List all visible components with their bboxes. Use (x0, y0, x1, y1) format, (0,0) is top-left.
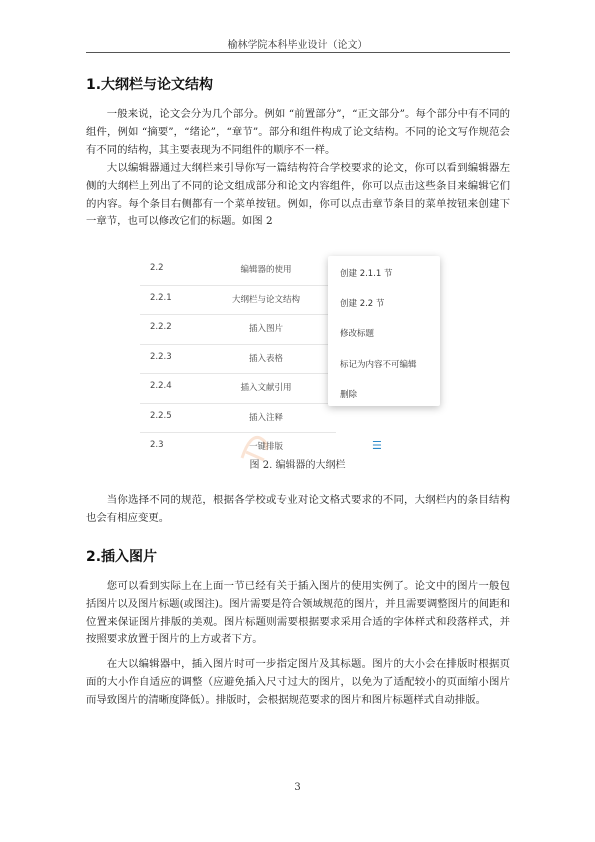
menu-item-mark-uneditable: 标记为内容不可编辑 (340, 360, 417, 370)
page-header: 榆林学院本科毕业设计（论文） (227, 40, 368, 51)
outline-row-label: 插入表格 (248, 353, 283, 364)
outline-row-number: 2.2.3 (150, 351, 172, 362)
outline-row-number: 2.3 (150, 440, 164, 450)
paragraph: 当你选择不同的规范，根据各学校或专业对论文格式要求的不同，大纲栏内的条目结构也会有相应变更。 (86, 494, 510, 524)
figure-caption: 图 2. 编辑器的大纲栏 (249, 460, 346, 471)
outline-row-label: 大纲栏与论文结构 (231, 294, 300, 305)
menu-item-create-section: 创建 2.2 节 (340, 299, 385, 309)
paragraph: 您可以看到实际上在上面一节已经有关于插入图片的使用实例了。论文中的图片一般包括图片以及图片标题(或图注)。图片需要是符合领域规范的图片，并且需要调整图片的间距和位置来保证图片排版的美观。图片标题则需要根据要求采用合适的字体样式和段落样式，并按照要求放置于图片的上方或者下方。 (86, 580, 510, 646)
outline-figure (140, 256, 456, 452)
outline-row (140, 286, 336, 316)
page-number: 3 (294, 782, 301, 793)
paragraph: 大以编辑器通过大纲栏来引导你写一篇结构符合学校要求的论文，你可以看到编辑器左侧的大纲栏上列出了不同的论文组成部分和论文内容组件，你可以点击这些条目来编辑它们的内容。每个条目右侧都有一个菜单按钮。例如，你可以点击章节条目的菜单按钮来创建下一章节，也可以修改它们的标题。如图 2 (86, 162, 510, 228)
outline-row (140, 345, 336, 375)
outline-row-number: 2.2.1 (150, 292, 172, 303)
outline-row-number: 2.2.2 (150, 322, 172, 332)
menu-item-delete: 删除 (340, 390, 358, 400)
paragraph: 一般来说，论文会分为几个部分。例如 “前置部分”，“正文部分”。每个部分中有不同的组件，例如 “摘要”，“绪论”，“章节”。部分和组件构成了论文结构。不同的论文写作规范会有不同的结构，其主要表现为不同组件的顺序不一样。 (86, 108, 510, 156)
outline-row-number: 2.2 (150, 263, 164, 273)
section-title-insert-image: 2.插入图片 (86, 549, 158, 565)
outline-row-label: 插入文献引用 (240, 383, 292, 393)
outline-row-label: 一键排版 (248, 442, 283, 452)
outline-row-number: 2.2.4 (150, 381, 172, 391)
outline-row-label: 插入注释 (248, 412, 283, 423)
section-title-outline: 1.大纲栏与论文结构 (86, 77, 214, 93)
outline-row-label: 插入图片 (248, 324, 283, 334)
outline-row (140, 256, 336, 286)
outline-row (140, 374, 336, 404)
menu-list-icon: ☰ (372, 439, 382, 452)
context-menu (328, 256, 440, 406)
paragraph: 在大以编辑器中，插入图片时可一步指定图片及其标题。图片的大小会在排版时根据页面的大小作自适应的调整（应避免插入尺寸过大的图片，以免为了适配较小的页面缩小图片而导致图片的清晰度降低）。排版时，会根据规范要求的图片和图片标题样式自动排版。 (86, 658, 510, 706)
header-rule (86, 52, 510, 53)
outline-row-label: 编辑器的使用 (240, 265, 292, 275)
menu-item-create-subsection: 创建 2.1.1 节 (340, 269, 393, 279)
outline-row (140, 315, 336, 345)
menu-item-rename: 修改标题 (340, 329, 375, 339)
outline-row-number: 2.2.5 (150, 410, 172, 421)
